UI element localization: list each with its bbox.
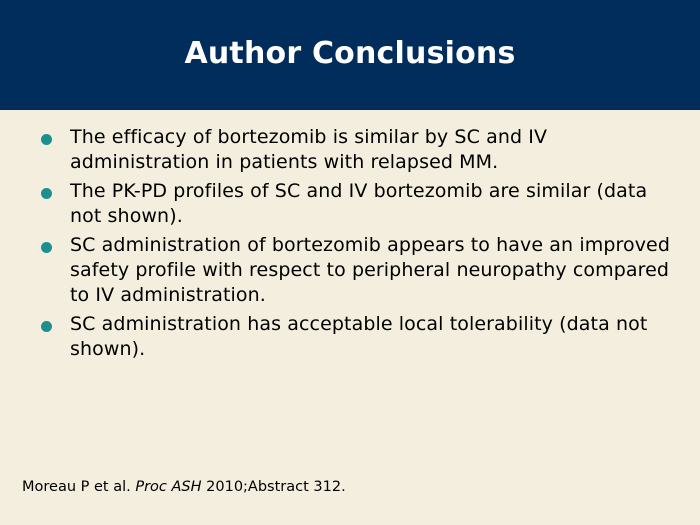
- bullet-text: SC administration of bortezomib appears to have an improved safety profile with respect to peripheral neuropathy compared to IV administration.: [70, 234, 670, 306]
- bullet-text: The PK-PD profiles of SC and IV bortezomib are similar (data not shown).: [70, 180, 648, 227]
- bullet-text: SC administration has acceptable local tolerability (data not shown).: [70, 313, 648, 360]
- citation-journal: Proc ASH: [135, 479, 202, 495]
- list-item: [40, 125, 680, 175]
- citation-details: 2010;Abstract 312.: [206, 479, 346, 495]
- bullet-text: The efficacy of bortezomib is similar by SC and IV administration in patients with relapsed MM.: [70, 126, 548, 173]
- list-item: [40, 179, 680, 229]
- citation-authors: Moreau P et al.: [22, 479, 131, 495]
- slide-title: Author Conclusions: [184, 35, 516, 71]
- bullet-dot-icon: [41, 321, 52, 332]
- citation-footnote: [22, 479, 346, 495]
- bullet-dot-icon: [41, 242, 52, 253]
- title-banner: [0, 0, 700, 110]
- conclusions-list: [40, 125, 680, 366]
- list-item: [40, 312, 680, 362]
- bullet-dot-icon: [41, 134, 52, 145]
- list-item: [40, 233, 680, 308]
- bullet-dot-icon: [41, 188, 52, 199]
